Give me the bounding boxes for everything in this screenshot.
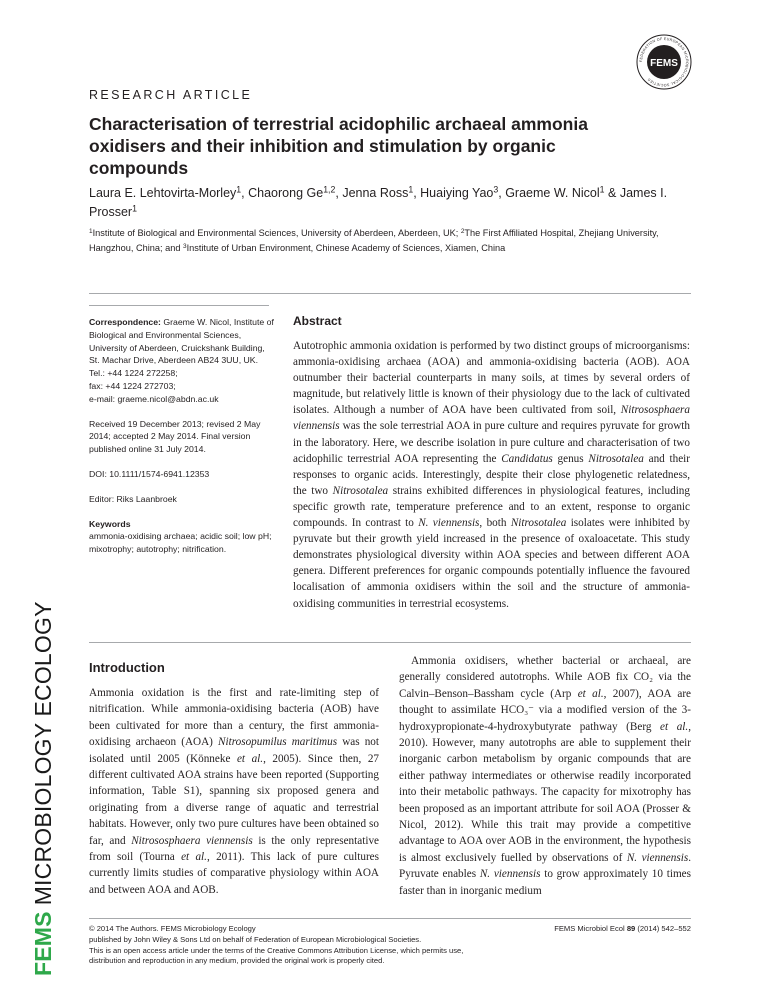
author-separator: , (335, 186, 343, 200)
article-info-column (89, 316, 275, 568)
author-separator: & (604, 186, 620, 200)
author-name: Huaiying Yao (420, 186, 494, 200)
fax: fax: +44 1224 272703; (89, 380, 176, 391)
author-name: James I. Prosser (89, 186, 668, 219)
affiliation-marker: 3 (182, 242, 187, 250)
received-dates: Received 19 December 2013; revised 2 May 2014; accepted 2 May 2014. Final version published online 31 July 2014. (89, 418, 261, 455)
author-name: Chaorong Ge (248, 186, 324, 200)
author-name: Graeme W. Nicol (505, 186, 600, 200)
article-title: Characterisation of terrestrial acidophilic archaeal ammonia oxidisers and their inhibition and stimulation by organic compounds (89, 114, 588, 178)
author-affiliation-marker: 3 (493, 184, 499, 195)
logo-ring-text: FEDERATION OF EUROPEAN MICROBIOLOGICAL SOCIETIES (638, 36, 690, 88)
introduction-heading: Introduction (89, 660, 165, 675)
author-separator: , (498, 186, 506, 200)
author-affiliation-marker: 1 (408, 184, 414, 195)
copyright-footer (89, 924, 509, 967)
affiliation-text: Institute of Urban Environment, Chinese Academy of Sciences, Xiamen, China (186, 243, 506, 253)
section-label: RESEARCH ARTICLE (89, 88, 253, 102)
keywords-block (89, 518, 275, 556)
author-separator: , (413, 186, 421, 200)
copyright-line: © 2014 The Authors. FEMS Microbiology Ecology (89, 924, 256, 933)
abstract-text: Autotrophic ammonia oxidation is performed by two distinct groups of microorganisms: ammonia-oxidising archaea (AOA) and ammonia-oxidising bacteria (AOB). AOA outnumber their bacterial counterparts in many soils, at times by several orders of magnitude, but relatively little is known of their physiology due to the lack of cultivated isolates. Although a number of AOA have been cultivated from soil, Nitrososphaera viennensis was the sole terrestrial AOA in pure culture and requires pyruvate for growth in the laboratory. Here, we describe isolation in pure culture and characterisation of two acidophilic terrestrial AOA representing the Candidatus genus Nitrosotalea and their responses to organic acids. Interestingly, despite their close phylogenetic relatedness, the two Nitrosotalea strains exhibited differences in physiological features, including specific growth rate, temperature preference and to an extent, response to organic compounds. In contrast to N. viennensis, both Nitrosotalea isolates were inhibited by pyruvate but their growth yield increased in the presence of oxaloacetate. This study demonstrates physiological diversity within AOA species and between different AOA genera. Different preferences for organic compounds potentially influence the favoured localisation of ammonia oxidisers within the soil and the structure of ammonia-oxidising communities in terrestrial ecosystems. (293, 340, 691, 610)
divider (89, 642, 691, 643)
keywords-label: Keywords (89, 518, 131, 529)
affiliation-marker: 1 (89, 227, 93, 235)
doi-link[interactable]: DOI: 10.1111/1574-6941.12353 (89, 468, 210, 479)
author-affiliation-marker: 1 (236, 184, 242, 195)
journal-name: MICROBIOLOGY ECOLOGY (30, 601, 56, 906)
citation-journal: FEMS Microbiol Ecol (554, 924, 627, 933)
divider (89, 918, 691, 919)
correspondence-text: Graeme W. Nicol, Institute of Biological and Environmental Sciences, University of Aberdeen, Cruickshank Building, St. Machar Drive, Aberdeen AB24 3UU, UK. (89, 317, 274, 366)
divider (89, 305, 269, 306)
license-line-2: distribution and reproduction in any medium, provided the original work is properly cited. (89, 956, 385, 966)
body-column-2: Ammonia oxidisers, whether bacterial or archaeal, are generally considered autotrophs. While AOB fix CO₂ via the Calvin–Benson–Bassham cycle (Arp et al., 2007), AOA are thought to assimilate HCO₃⁻ via a modified version of the 3-hydroxypropionate-4-hydroxybutyrate pathway (Berg et al., 2010). However, many autotrophs are able to supplement their inorganic carbon metabolism by organic compounds that are either pathway intermediates or otherwise readily incorporated into their metabolic pathways. The capacity for mixotrophy has been proposed as an important attribute for soil AOA (Prosser & Nicol, 2012). While this trait may provide a competitive advantage to AOA over AOB in the environment, the hypothesis is almost exclusively fuelled by observations of N. viennensis. Pyruvate enables N. viennensis to grow approximately 10 times faster than in inorganic medium (399, 655, 692, 897)
affiliations (89, 226, 679, 256)
editor: Editor: Riks Laanbroek (89, 493, 177, 504)
tel: Tel.: +44 1224 272258; (89, 368, 178, 379)
journal-brand: FEMS (30, 911, 56, 976)
affiliation-text: Institute of Biological and Environmental Sciences, University of Aberdeen, Aberdeen, UK; (92, 228, 461, 238)
affiliation-marker: 2 (460, 227, 465, 235)
journal-sidebar (30, 506, 56, 976)
body-column-1: Ammonia oxidation is the first and rate-limiting step of nitrification. While ammonia-oxidising bacteria (AOB) have been cultivated for more than a century, the first ammonia-oxidising archaeon (AOA) Nitrosopumilus maritimus was not isolated until 2005 (Könneke et al., 2005). Since then, 27 different cultivated AOA strains have been reported (Supporting information, Table S1), spanning six proposed genera and originating from a diverse range of aquatic and terrestrial habitats. However, only two pure cultures have been obtained so far, and Nitrososphaera viennensis is the only representative from soil (Tourna et al., 2011). This lack of pure cultures currently limits studies of comparative physiology within AOA and between AOA and AOB. (89, 687, 380, 896)
citation-pages: (2014) 542–552 (635, 924, 691, 933)
publisher-line: published by John Wiley & Sons Ltd on behalf of Federation of European Microbiological Societies. (89, 934, 422, 944)
affiliation-text: The First Affiliated Hospital, Zhejiang University, Hangzhou, China; and (89, 228, 659, 253)
author-separator: , (241, 186, 249, 200)
citation (554, 924, 691, 935)
citation-volume: 89 (626, 924, 636, 933)
correspondence-label: Correspondence: (89, 317, 161, 327)
abstract-heading: Abstract (293, 314, 342, 328)
author-name: Jenna Ross (342, 186, 409, 200)
author-affiliation-marker: 1,2 (323, 184, 336, 195)
email-link[interactable]: e-mail: graeme.nicol@abdn.ac.uk (89, 393, 219, 404)
keywords: ammonia-oxidising archaea; acidic soil; low pH; mixotrophy; autotrophy; nitrification. (89, 531, 272, 555)
author-affiliation-marker: 1 (599, 184, 605, 195)
divider (89, 293, 691, 294)
fems-logo (636, 34, 692, 90)
author-list (89, 184, 679, 222)
logo-text: FEMS (650, 58, 678, 69)
author-name: Laura E. Lehtovirta-Morley (89, 186, 237, 200)
author-affiliation-marker: 1 (132, 203, 137, 214)
correspondence-block (89, 316, 275, 406)
license-line-1: This is an open access article under the terms of the Creative Commons Attribution License, which permits use, (89, 945, 464, 955)
